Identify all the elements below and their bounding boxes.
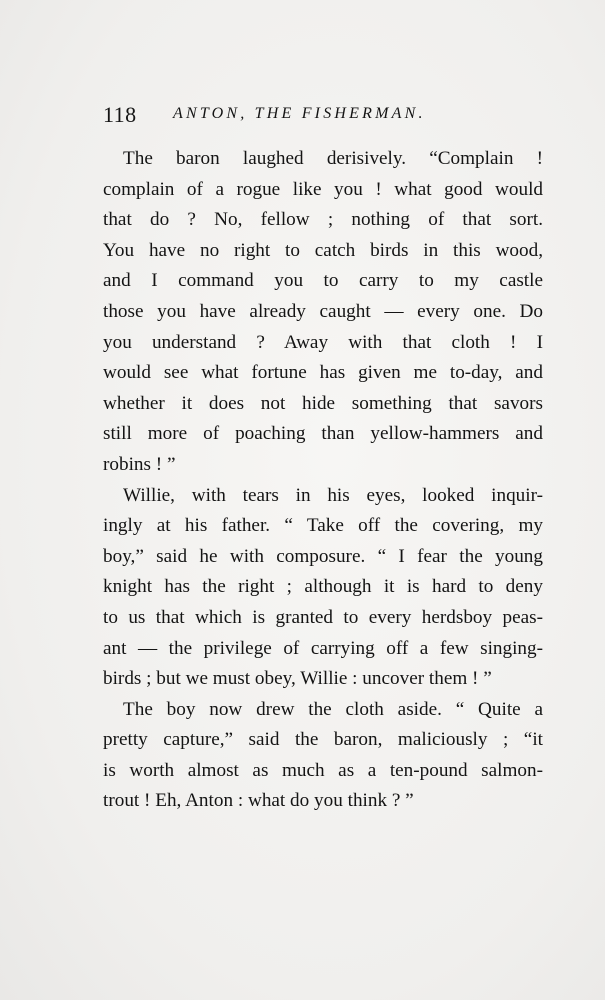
text-line: to us that which is granted to every herdsboy peas-: [103, 606, 543, 628]
text-line: The baron laughed derisively. “Complain !: [123, 148, 543, 169]
page-number: 118: [103, 102, 137, 127]
text-line: would see what fortune has given me to-day, and: [103, 362, 543, 384]
text-line: still more of poaching than yellow-hammers and: [103, 423, 543, 445]
text-line: is worth almost as much as a ten-pound salmon-: [103, 759, 543, 781]
text-line: boy,” said he with composure. “ I fear the young: [103, 545, 543, 567]
text-line: and I command you to carry to my castle: [103, 270, 543, 292]
text-line: robins ! ”: [103, 453, 176, 475]
text-line: knight has the right ; although it is hard to deny: [103, 576, 543, 598]
body-text: [103, 144, 543, 817]
page-header: [103, 100, 483, 136]
text-line: trout ! Eh, Anton : what do you think ? ”: [103, 790, 414, 812]
text-line: ingly at his father. “ Take off the covering, my: [103, 515, 543, 537]
text-line: you understand ? Away with that cloth ! I: [103, 331, 543, 353]
text-line: those you have already caught — every one. Do: [103, 300, 543, 322]
text-line: The boy now drew the cloth aside. “ Quite a: [123, 698, 543, 720]
text-line: ant — the privilege of carrying off a few singing-: [103, 637, 543, 659]
text-line: whether it does not hide something that savors: [103, 392, 543, 414]
text-line: birds ; but we must obey, Willie : uncover them ! ”: [103, 668, 492, 690]
running-title: ANTON, THE FISHERMAN.: [173, 105, 426, 122]
text-line: pretty capture,” said the baron, maliciously ; “it: [103, 729, 543, 751]
text-line: You have no right to catch birds in this wood,: [103, 239, 543, 261]
text-line: Willie, with tears in his eyes, looked inquir-: [123, 484, 543, 506]
text-line: that do ? No, fellow ; nothing of that sort.: [103, 209, 543, 231]
text-line: complain of a rogue like you ! what good would: [103, 178, 543, 200]
